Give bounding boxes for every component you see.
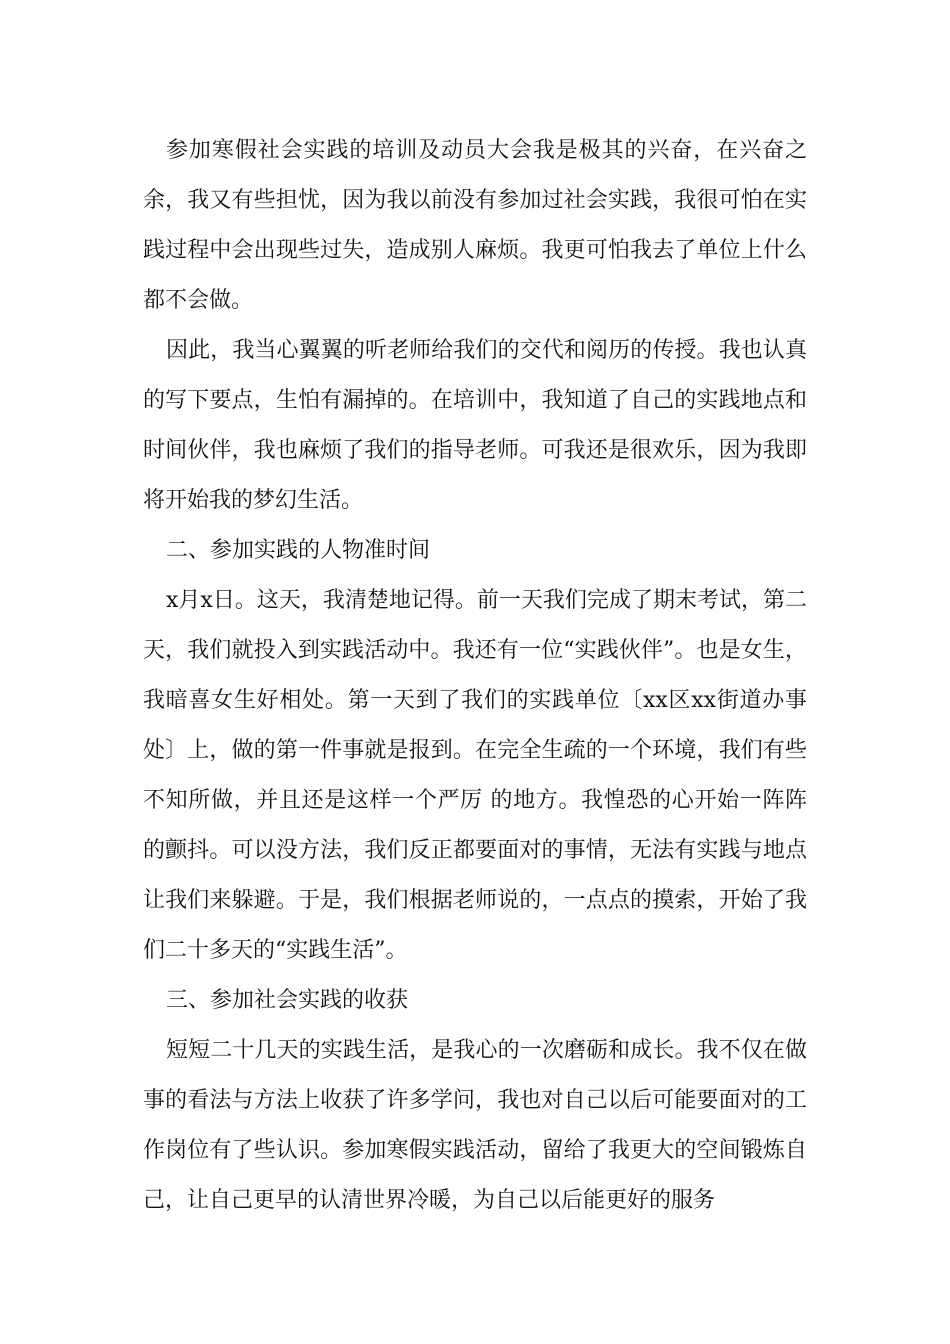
paragraph-gains: 短短二十几天的实践生活，是我心的一次磨砺和成长。我不仅在做事的看法与方法上收获了许多学问，我也对自己以后可能要面对的工作岗位有了些认识。参加寒假实践活动，留给了我更大的空间锻炼自己，让自己更早的认清世界冷暖，为自己以后能更好的服务	[143, 1038, 807, 1213]
paragraph-practice-start: x月x日。这天，我清楚地记得。前一天我们完成了期末考试，第二天，我们就投入到实践活动中。我还有一位“实践伙伴”。也是女生，我暗喜女生好相处。第一天到了我们的实践单位〔xx区xx街道办事处〕上，做的第一件事就是报到。在完全生疏的一个环境，我们有些不知所做，并且还是这样一个严厉 的地方。我惶恐的心开始一阵阵的颤抖。可以没方法，我们反正都要面对的事情，无法有实践与地点让我们来躲避。于是，我们根据老师说的，一点点的摸索，开始了我们二十多天的“实践生活”。	[143, 588, 807, 963]
section-heading-2: 二、参加实践的人物准时间	[166, 538, 431, 563]
paragraph-intro: 参加寒假社会实践的培训及动员大会我是极其的兴奋，在兴奋之余，我又有些担忧，因为我以前没有参加过社会实践，我很可怕在实践过程中会出现些过失，造成别人麻烦。我更可怕我去了单位上什么都不会做。	[143, 138, 807, 313]
section-heading-3: 三、参加社会实践的收获	[166, 988, 409, 1013]
paragraph-training: 因此，我当心翼翼的听老师给我们的交代和阅历的传授。我也认真的写下要点，生怕有漏掉的。在培训中，我知道了自己的实践地点和时间伙伴，我也麻烦了我们的指导老师。可我还是很欢乐，因为我即将开始我的梦幻生活。	[143, 338, 807, 513]
document-body	[143, 126, 807, 1226]
